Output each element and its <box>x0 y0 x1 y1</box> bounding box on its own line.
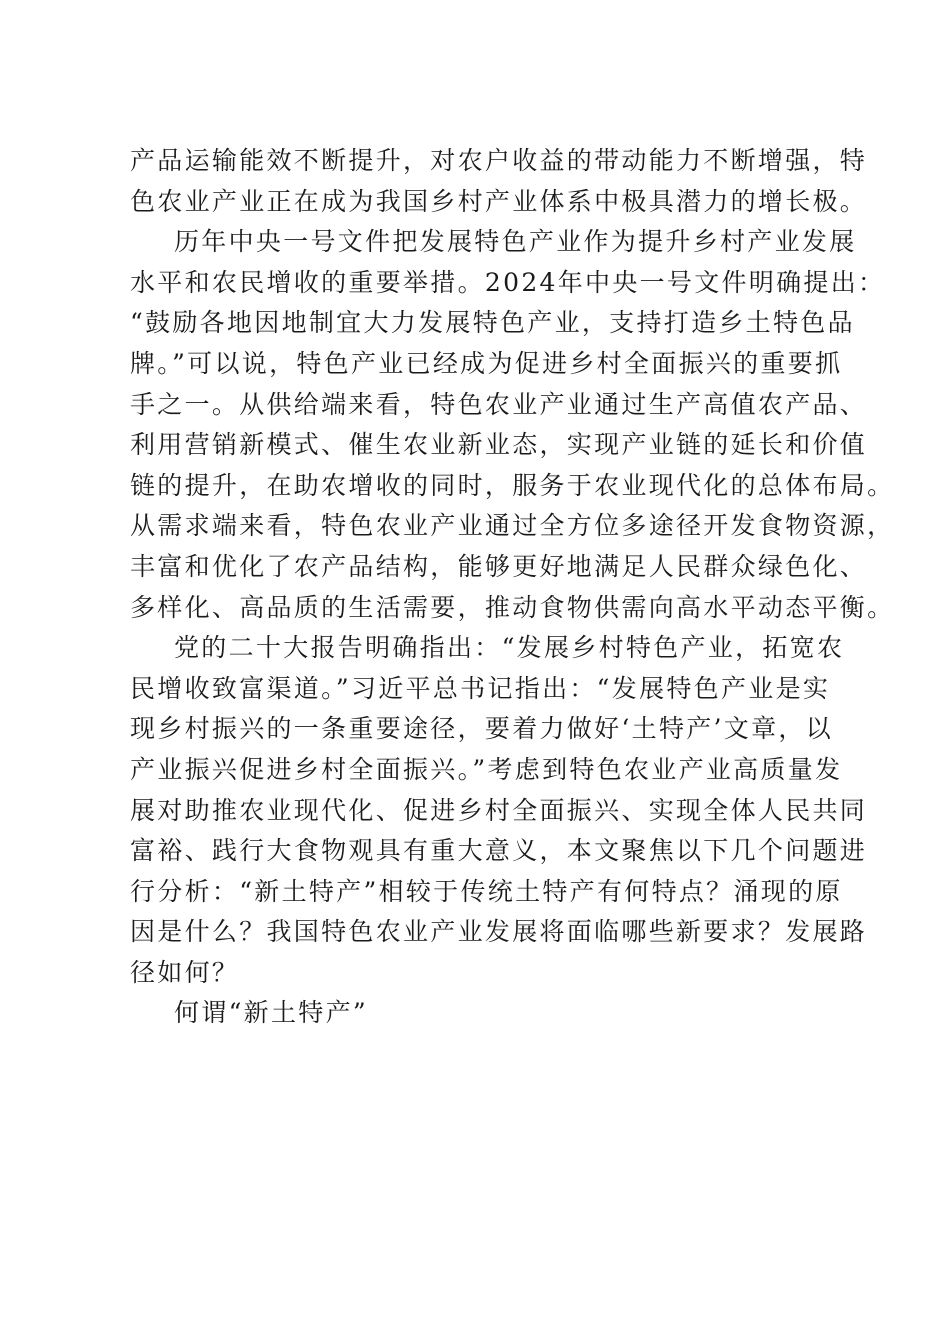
text-line-5: “鼓励各地因地制宜大力发展特色产业，支持打造乡土特色品 <box>130 308 855 338</box>
text-line-3: 历年中央一号文件把发展特色产业作为提升乡村产业发展 <box>174 227 857 257</box>
text-line-12: 多样化、高品质的生活需要，推动食物供需向高水平动态平衡。 <box>130 592 895 622</box>
text-line-21: 径如何？ <box>130 957 240 987</box>
section-heading: 何谓“新土特产” <box>174 998 368 1028</box>
text-line-6: 牌。”可以说，特色产业已经成为促进乡村全面振兴的重要抓 <box>130 348 843 378</box>
text-line-9: 链的提升，在助农增收的同时，服务于农业现代化的总体布局。 <box>130 470 895 500</box>
text-line-1: 产品运输能效不断提升，对农户收益的带动能力不断增强，特 <box>130 146 868 175</box>
text-line-19: 行分析：“新土特产”相较于传统土特产有何特点？涌现的原 <box>130 876 843 906</box>
text-line-20: 因是什么？我国特色农业产业发展将面临哪些新要求？发展路 <box>130 917 868 947</box>
text-line-10: 从需求端来看，特色农业产业通过全方位多途径开发食物资源， <box>130 511 895 541</box>
article-body <box>130 141 895 1034</box>
text-line-2: 色农业产业正在成为我国乡村产业体系中极具潜力的增长极。 <box>130 186 868 216</box>
text-line-16: 产业振兴促进乡村全面振兴。”考虑到特色农业产业高质量发 <box>130 754 843 784</box>
text-line-8: 利用营销新模式、催生农业新业态，实现产业链的延长和价值 <box>130 430 868 460</box>
text-line-17: 展对助推农业现代化、促进乡村全面振兴、实现全体人民共同 <box>130 795 868 825</box>
text-line-14: 民增收致富渠道。”习近平总书记指出：“发展特色产业是实 <box>130 673 831 703</box>
text-line-13: 党的二十大报告明确指出：“发展乡村特色产业，拓宽农 <box>174 633 845 663</box>
text-line-18: 富裕、践行大食物观具有重大意义，本文聚焦以下几个问题进 <box>130 836 868 866</box>
text-line-7: 手之一。从供给端来看，特色农业产业通过生产高值农产品、 <box>130 389 868 419</box>
text-line-15: 现乡村振兴的一条重要途径，要着力做好‘土特产’文章，以 <box>130 714 833 744</box>
text-line-4: 水平和农民增收的重要举措。2024年中央一号文件明确提出： <box>130 267 886 297</box>
text-line-11: 丰富和优化了农产品结构，能够更好地满足人民群众绿色化、 <box>130 551 868 581</box>
